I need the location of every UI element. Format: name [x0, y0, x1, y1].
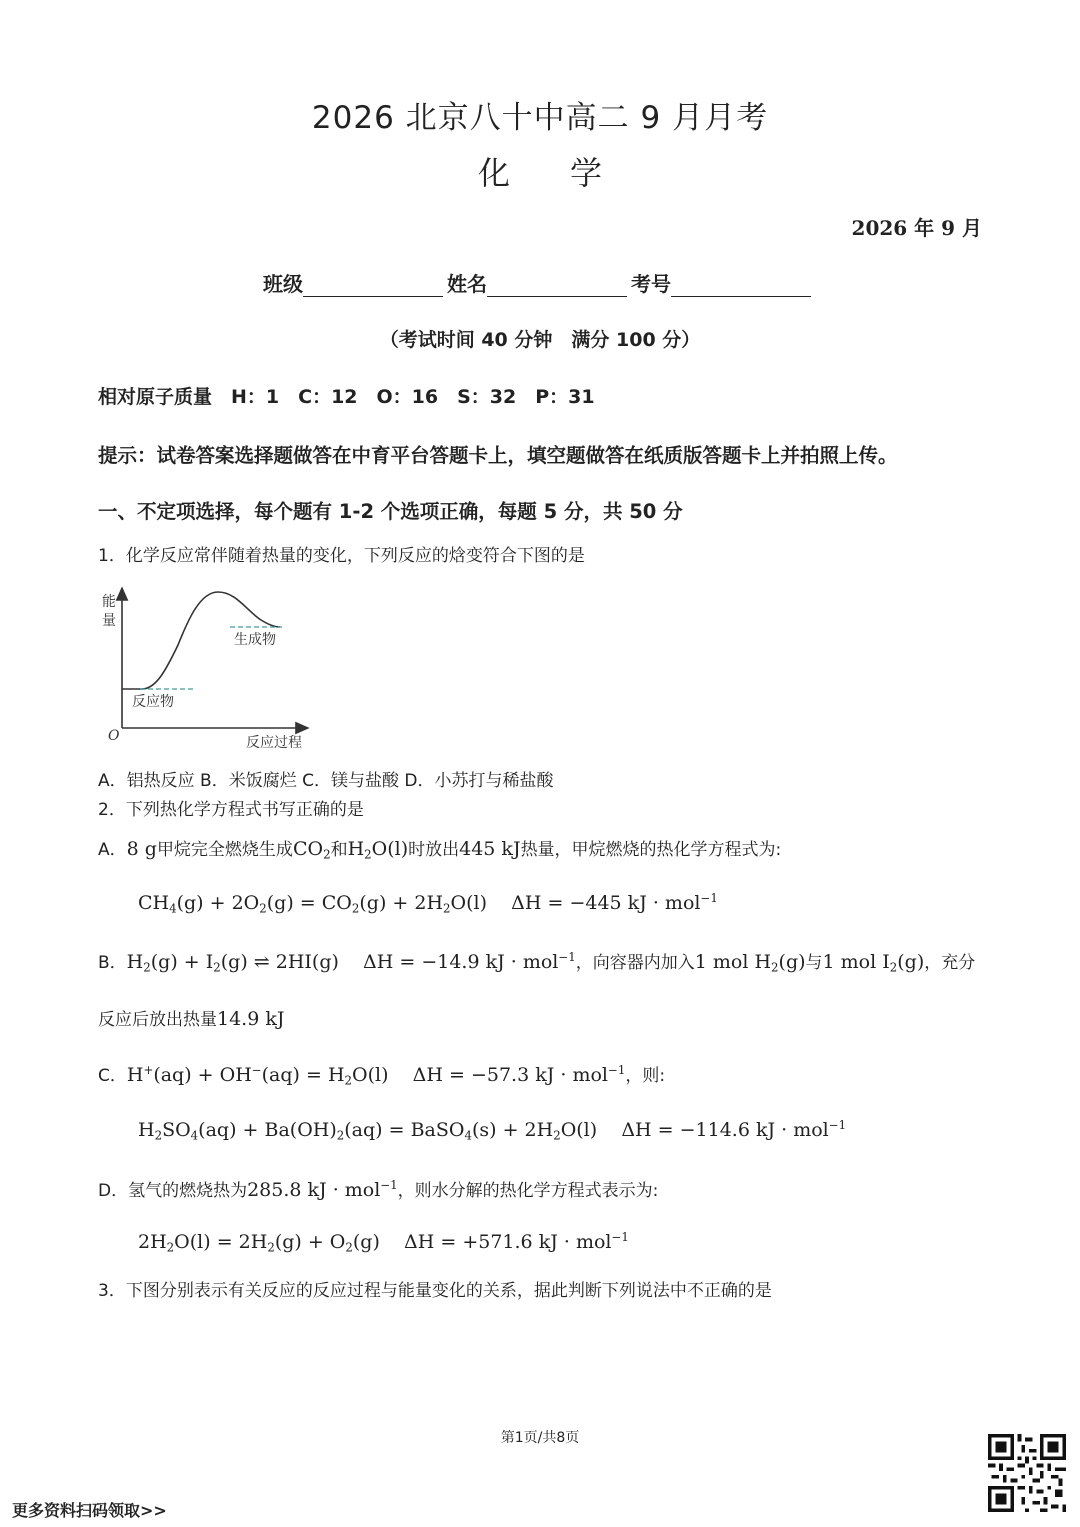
exam-number-label: 考号 [631, 272, 671, 296]
student-info-fields [263, 268, 815, 297]
exam-date: 2026 年 9 月 [851, 216, 982, 240]
more-resources-link[interactable]: 更多资料扫码领取>> [12, 1501, 167, 1520]
y-label-2: 量 [102, 613, 116, 629]
class-blank [303, 273, 443, 297]
option-b-line2: 反应后放出热量14.9 kJ [98, 1008, 285, 1030]
section-heading: 一、不定项选择，每个题有 1-2 个选项正确，每题 5 分，共 50 分 [98, 500, 683, 523]
exam-title: 2026 北京八十中高二 9 月月考 [311, 100, 769, 136]
class-label: 班级 [263, 272, 303, 296]
exam-info: （考试时间 40 分钟 满分 100 分） [379, 329, 701, 351]
exam-number-blank [671, 273, 811, 297]
question-2-stem: 2．下列热化学方程式书写正确的是 [98, 800, 364, 820]
atomic-mass: 相对原子质量 H：1 C：12 O：16 S：32 P：31 [98, 386, 595, 408]
option-c: C．$H^+(aq) + OH^-(aq) = H_2O(l)$ ΔH = −57.3 kJ · mol$^{-1}$，则: [98, 1062, 666, 1088]
option-d: D．氢气的燃烧热为285.8 kJ · mol$^{-1}$，则水分解的热化学方程式表示为: [98, 1177, 659, 1201]
reactant-label: 反应物 [132, 694, 174, 710]
question-1-options: A．铝热反应 B．米饭腐烂 C．镁与盐酸 D．小苏打与稀盐酸 [98, 771, 554, 791]
subject-title: 化学 [477, 154, 662, 192]
origin-label: O [108, 728, 120, 744]
name-blank [487, 273, 627, 297]
answer-hint: 提示：试卷答案选择题做答在中育平台答题卡上，填空题做答在纸质版答题卡上并拍照上传。 [98, 444, 898, 467]
option-b: B．$H_2(g) + I_2(g)$ ⇌ 2HI(g) ΔH = −14.9 kJ · mol$^{-1}$，向容器内加入1 mol $H_2(g)$与1 mol $I_2(g)$，充分 [98, 949, 976, 975]
product-label: 生成物 [234, 632, 276, 648]
y-label-1: 能 [102, 594, 116, 610]
option-a: A．8 g甲烷完全燃烧生成$CO_2$和$H_2O(l)$时放出445 kJ热量，甲烷燃烧的热化学方程式为: [98, 838, 782, 862]
question-3-stem: 3．下图分别表示有关反应的反应过程与能量变化的关系，据此判断下列说法中不正确的是 [98, 1281, 772, 1301]
option-a-equation: $CH_4(g) + 2O_2(g) = CO_2(g) + 2H_2O(l)$ ΔH = −445 kJ · mol$^{-1}$ [138, 891, 718, 916]
x-label: 反应过程 [246, 735, 302, 751]
energy-diagram [96, 580, 326, 755]
option-c-equation: $H_2SO_4(aq) + Ba(OH)_2(aq)$ = BaSO$_4$(s) + $2H_2O(l)$ ΔH = −114.6 kJ · mol$^{-1}$ [138, 1118, 847, 1143]
qr-code-icon[interactable] [988, 1434, 1066, 1512]
question-1-stem: 1．化学反应常伴随着热量的变化，下列反应的焓变符合下图的是 [98, 546, 585, 566]
option-d-equation: $2H_2O(l) = 2H_2(g) + O_2(g)$ ΔH = +571.6 kJ · mol$^{-1}$ [138, 1230, 629, 1255]
page-number: 第1页/共8页 [500, 1430, 580, 1446]
name-label: 姓名 [447, 272, 487, 296]
